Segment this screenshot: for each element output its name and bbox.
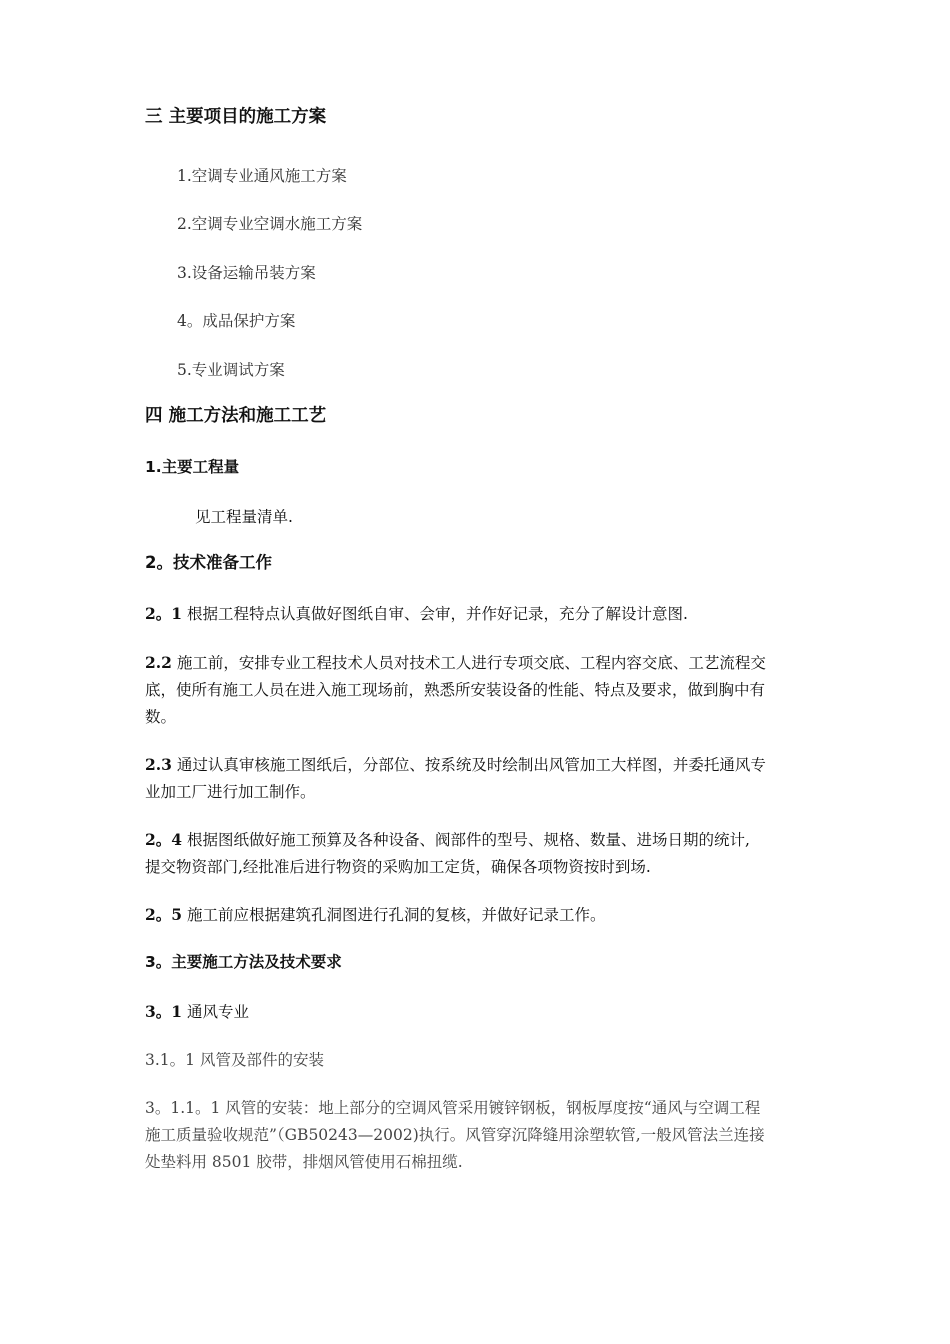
subheading-tech-prep: 2。技术准备工作 [145,553,272,572]
paragraph-2-2 [145,649,825,731]
para-line: 业加工厂进行加工制作。 [145,783,316,801]
para-line: 底，使所有施工人员在进入施工现场前，熟悉所安装设备的性能、特点及要求，做到胸中有 [145,681,766,699]
list-item: 1.空调专业通风施工方案 [177,167,347,185]
para-text: 通风专业 [187,1003,250,1021]
paragraph-2-3 [145,751,825,806]
paragraph-2-4 [145,826,825,881]
subheading-duct-install: 3.1。1 风管及部件的安装 [145,1051,324,1069]
para-number: 2。4 [145,830,183,849]
paragraph-2-5 [145,901,825,929]
para-number: 2。1 [145,604,183,623]
subheading-quantities: 1.主要工程量 [145,458,240,476]
para-line: 处垫料用 8501 胶带，排烟风管使用石棉扭缆. [145,1153,463,1171]
para-line: 施工前，安排专业工程技术人员对技术工人进行专项交底、工程内容交底、工艺流程交 [176,654,766,672]
para-number: 3。1 [145,1002,183,1021]
paragraph-3-1-1-1 [145,1095,825,1176]
paragraph-2-1 [145,600,825,628]
subheading-ventilation [145,998,825,1026]
para-line: 根据图纸做好施工预算及各种设备、阀部件的型号、规格、数量、进场日期的统计, [187,831,750,849]
list-item: 2.空调专业空调水施工方案 [177,215,363,233]
para-line: 3。1.1。1 风管的安装：地上部分的空调风管采用镀锌钢板，钢板厚度按“通风与空调工程 [145,1099,761,1117]
para-line: 根据工程特点认真做好图纸自审、会审，并作好记录，充分了解设计意图. [187,605,688,623]
subheading-methods: 3。主要施工方法及技术要求 [145,953,342,971]
para-number: 2。5 [145,905,183,924]
list-item: 3.设备运输吊装方案 [177,264,316,282]
para-number: 2.2 [145,653,172,672]
list-item: 4。成品保护方案 [177,312,296,330]
para-line: 通过认真审核施工图纸后，分部位、按系统及时绘制出风管加工大样图，并委托通风专 [176,756,766,774]
list-item: 5.专业调试方案 [177,361,285,379]
section-4-heading: 四 施工方法和施工工艺 [145,406,327,426]
para-line: 施工前应根据建筑孔洞图进行孔洞的复核，并做好记录工作。 [187,906,606,924]
section-3-heading: 三 主要项目的施工方案 [145,107,327,127]
para-line: 施工质量验收规范”（GB50243—2002)执行。风管穿沉降缝用涂塑软管,一般风管法兰连接 [145,1126,765,1144]
para-line: 数。 [145,708,177,726]
para-number: 2.3 [145,755,172,774]
para-line: 提交物资部门,经批准后进行物资的采购加工定货，确保各项物资按时到场. [145,858,651,876]
paragraph: 见工程量清单. [195,508,293,526]
